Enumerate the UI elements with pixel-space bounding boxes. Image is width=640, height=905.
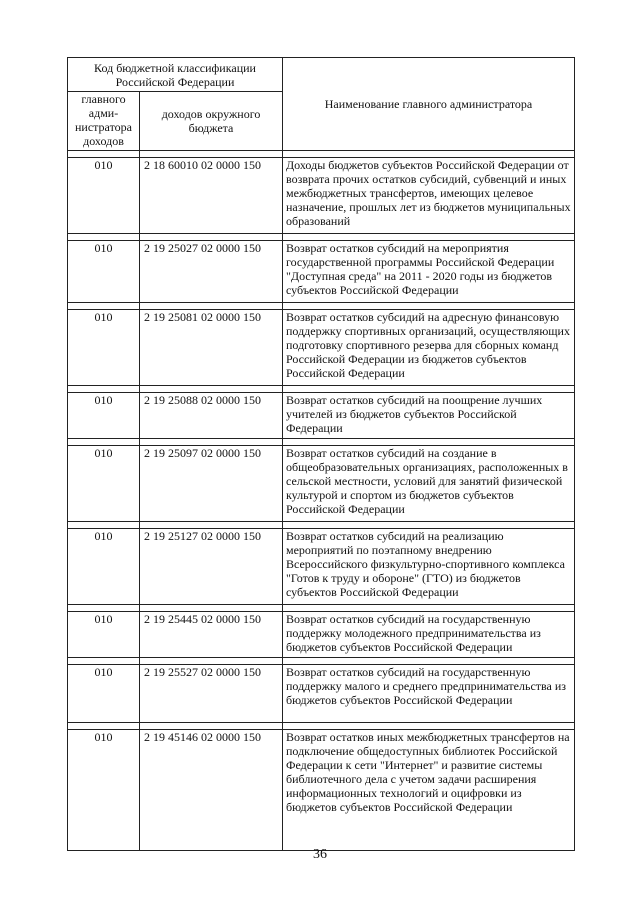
income-code-cell: 2 19 25097 02 0000 150 bbox=[140, 446, 283, 522]
table-row bbox=[68, 158, 575, 234]
table-row bbox=[68, 612, 575, 658]
row-spacer bbox=[68, 658, 575, 665]
header-admin-name: Наименование главного администратора bbox=[283, 58, 575, 151]
admin-name-cell: Возврат остатков субсидий на создание в общеобразовательных организациях, расположенных в сельской местности, условий для занятий физической культурой и спортом из бюджетов субъектов Российской Федерации bbox=[283, 446, 575, 522]
admin-code-cell: 010 bbox=[68, 529, 140, 605]
admin-code-cell: 010 bbox=[68, 665, 140, 723]
table-row bbox=[68, 665, 575, 723]
admin-code-cell: 010 bbox=[68, 310, 140, 386]
table-row bbox=[68, 529, 575, 605]
income-code-cell: 2 19 25527 02 0000 150 bbox=[140, 665, 283, 723]
row-spacer bbox=[68, 522, 575, 529]
table-row bbox=[68, 446, 575, 522]
income-code-cell: 2 19 25081 02 0000 150 bbox=[140, 310, 283, 386]
income-code-cell: 2 19 25127 02 0000 150 bbox=[140, 529, 283, 605]
admin-name-cell: Доходы бюджетов субъектов Российской Федерации от возврата прочих остатков субсидий, субвенций и иных межбюджетных трансфертов, имеющих целевое назначение, прошлых лет из бюджетов муниципальных образований bbox=[283, 158, 575, 234]
row-spacer bbox=[68, 439, 575, 446]
table-body bbox=[68, 151, 575, 851]
row-spacer bbox=[68, 605, 575, 612]
row-spacer bbox=[68, 303, 575, 310]
row-spacer bbox=[68, 151, 575, 158]
admin-code-cell: 010 bbox=[68, 393, 140, 439]
table-row bbox=[68, 310, 575, 386]
table-row bbox=[68, 241, 575, 303]
admin-name-cell: Возврат остатков субсидий на мероприятия государственной программы Российской Федерации "Доступная среда" на 2011 - 2020 годы из бюджетов субъектов Российской Федерации bbox=[283, 241, 575, 303]
admin-name-cell: Возврат остатков иных межбюджетных трансфертов на подключение общедоступных библиотек Российской Федерации к сети "Интернет" и развитие системы библиотечного дела с учетом задачи расширения информационных технологий и оцифровки из бюджетов субъектов Российской Федерации bbox=[283, 730, 575, 851]
income-code-cell: 2 19 25088 02 0000 150 bbox=[140, 393, 283, 439]
admin-code-cell: 010 bbox=[68, 612, 140, 658]
admin-code-cell: 010 bbox=[68, 730, 140, 851]
admin-name-cell: Возврат остатков субсидий на государственную поддержку малого и среднего предпринимательства из бюджетов субъектов Российской Федерации bbox=[283, 665, 575, 723]
admin-code-cell: 010 bbox=[68, 446, 140, 522]
admin-name-cell: Возврат остатков субсидий на адресную финансовую поддержку спортивных организаций, осуществляющих подготовку спортивного резерва для сборных команд Российской Федерации из бюджетов субъектов Российской Федерации bbox=[283, 310, 575, 386]
table-row bbox=[68, 393, 575, 439]
header-income-code: доходов окружного бюджета bbox=[140, 92, 283, 151]
income-code-cell: 2 18 60010 02 0000 150 bbox=[140, 158, 283, 234]
admin-name-cell: Возврат остатков субсидий на поощрение лучших учителей из бюджетов субъектов Российской Федерации bbox=[283, 393, 575, 439]
page-number: 36 bbox=[313, 847, 327, 862]
budget-classification-table bbox=[67, 57, 575, 851]
income-code-cell: 2 19 25445 02 0000 150 bbox=[140, 612, 283, 658]
table-row bbox=[68, 730, 575, 851]
admin-name-cell: Возврат остатков субсидий на реализацию мероприятий по поэтапному внедрению Всероссийского физкультурно-спортивного комплекса "Готов к труду и обороне" (ГТО) из бюджетов субъектов Российской Федерации bbox=[283, 529, 575, 605]
income-code-cell: 2 19 25027 02 0000 150 bbox=[140, 241, 283, 303]
admin-name-cell: Возврат остатков субсидий на государственную поддержку молодежного предпринимательства из бюджетов субъектов Российской Федерации bbox=[283, 612, 575, 658]
admin-code-cell: 010 bbox=[68, 158, 140, 234]
row-spacer bbox=[68, 723, 575, 730]
admin-code-cell: 010 bbox=[68, 241, 140, 303]
row-spacer bbox=[68, 386, 575, 393]
header-main-admin: главного адми-нистратора доходов bbox=[68, 92, 140, 151]
row-spacer bbox=[68, 234, 575, 241]
income-code-cell: 2 19 45146 02 0000 150 bbox=[140, 730, 283, 851]
header-group-title: Код бюджетной классификации Российской Федерации bbox=[68, 58, 283, 92]
